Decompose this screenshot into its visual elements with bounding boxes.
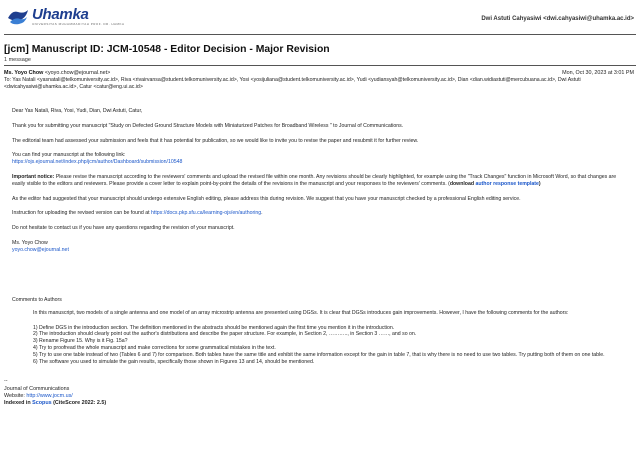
manuscript-link[interactable]: https://ojs.ejournal.net/index.php/jcm/author/Dashboard/submission/10548 bbox=[12, 159, 183, 166]
response-template-link[interactable]: author response template bbox=[475, 180, 539, 187]
footer-separator: -- bbox=[4, 378, 8, 384]
footer-indexed bbox=[4, 400, 106, 407]
signature bbox=[12, 240, 620, 254]
download-label: download bbox=[449, 180, 475, 187]
message-date: Mon, Oct 30, 2023 at 3:01 PM bbox=[562, 70, 634, 76]
body-paragraph-contact: Do not hesitate to contact us if you have any questions regarding the revision of your manuscript. bbox=[12, 225, 235, 232]
important-notice bbox=[12, 174, 620, 188]
instruction-link[interactable]: https://docs.pkp.sfu.ca/learning-ojs/en/authoring bbox=[151, 210, 262, 217]
uhamka-logo[interactable] bbox=[6, 8, 125, 26]
comment-item: 1) Define DGS in the introduction section. The definition mentioned in the abstracts should be mentioned again the first time you mention it in the introduction. bbox=[33, 324, 395, 331]
sender-name: Ms. Yoyo Chow bbox=[4, 70, 44, 76]
notice-label: Important notice: bbox=[12, 173, 55, 180]
footer-website bbox=[4, 393, 106, 400]
indexed-label: Indexed in bbox=[4, 400, 33, 406]
comments-list bbox=[33, 325, 613, 366]
message-body bbox=[12, 108, 620, 262]
instruction-text: Instruction for uploading the revised version can be found at bbox=[12, 210, 151, 217]
signature-name: Ms. Yoyo Chow bbox=[12, 239, 48, 246]
website-link[interactable]: http://www.jocm.us/ bbox=[26, 393, 73, 399]
header-divider bbox=[4, 34, 636, 35]
logo-name: Uhamka bbox=[32, 6, 89, 23]
logo-tagline: UNIVERSITAS MUHAMMADIYAH PROF. DR. HAMKA bbox=[32, 22, 125, 26]
message-recipients: To: Yas Natali <yasnatali@telkomuniversity.ac.id>, Riva <rivairvansa@student.telkomuniversity.ac.id>, Yosi <yosijuliana@student.telkomuniversity.ac.id>, Yudi <yudiansyah@telkomuniversity.ac.id>, Dian <dian.widiastuti@mercubuana.ac.id>, Dwi Astuti <dwicahyasiwi@uhamka.ac.id>, Catur <catur@eng.ui.ac.id> bbox=[4, 77, 581, 90]
comments-intro: In this manuscript, two models of a single antenna and one model of an array microstrip antenna are presented using DGSs. It is clear that DGSs introduces gain improvements. However, I have the following comments for the authors: bbox=[33, 309, 569, 316]
journal-footer bbox=[4, 378, 106, 407]
body-paragraph-english: As the editor had suggested that your manuscript should undergo extensive English editing, please address this during revision. We suggest that you have your manuscript checked by a professional English editing service. bbox=[12, 195, 521, 202]
notice-end: ) bbox=[538, 180, 541, 187]
scopus-link[interactable]: Scopus bbox=[32, 400, 52, 406]
instruction-end: . bbox=[261, 210, 263, 217]
manuscript-access bbox=[12, 152, 620, 166]
account-email: Dwi Astuti Cahyasiwi <dwi.cahyasiwi@uhamka.ac.id> bbox=[481, 16, 634, 22]
access-label: You can find your manuscript at the following link: bbox=[12, 152, 126, 159]
reviewer-comments bbox=[12, 297, 617, 365]
footer-journal-name: Journal of Communications bbox=[4, 386, 70, 392]
subject-divider bbox=[4, 65, 636, 66]
upload-instructions bbox=[12, 210, 620, 217]
signature-email-link[interactable]: yoyo.chow@ejournal.net bbox=[12, 246, 69, 253]
comment-item: 5) Try to use one table instead of two (Tables 6 and 7) for comparison. Both tables have the same title and exhibit the same information except for the gain in table 7, that is why there is no need to use two tables. Try putting both of them on one table. bbox=[33, 351, 605, 358]
body-paragraph-assessment: The editorial team had assessed your submission and feels that it has potential for publication, so we would like to invite you to revise the paper and resubmit it for further review. bbox=[12, 137, 419, 144]
comment-item: 2) The introduction should clearly point out the author's distributions and describe the paper structure. For example, in Section 2, ……….., in Section 3 ……, and so on. bbox=[33, 331, 417, 338]
website-label: Website: bbox=[4, 393, 27, 399]
comment-item: 3) Rename Figure 15. Why is it Fig. 15a? bbox=[33, 338, 128, 345]
message-sender bbox=[4, 70, 110, 76]
message-count: 1 message bbox=[4, 57, 31, 63]
comments-title: Comments to Authors bbox=[12, 297, 62, 303]
uhamka-emblem-icon bbox=[6, 8, 30, 26]
sender-email: <yoyo.chow@ejournal.net> bbox=[44, 70, 111, 76]
notice-text: Please revise the manuscript according to the reviewers' comments and upload the revised file within one month. Any revisions should be clearly highlighted, for example using the "Track Changes" function in Microsoft Word, so that changes are easily visible to the editors and reviewers. Please provide a cover letter to explain point-by-point the details of the revisions in the manuscript and your responses to the reviewers' comments. ( bbox=[12, 173, 617, 187]
comment-item: 4) Try to proofread the whole manuscript and make corrections for some grammatical mistakes in the text. bbox=[33, 344, 276, 351]
body-paragraph-thanks: Thank you for submitting your manuscript "Study on Defected Ground Stracture Models with Miniaturized Patches for Broadband Wireless " to Journal of Communications. bbox=[12, 122, 404, 129]
comment-item: 6) The software you used to simulate the gain results, specifically those shown in Figures 13 and 14, should be mentioned. bbox=[33, 358, 315, 365]
greeting: Dear Yas Natali, Riva, Yosi, Yudi, Dian, Dwi Astuti, Catur, bbox=[12, 108, 143, 114]
thread-subject: [jcm] Manuscript ID: JCM-10548 - Editor Decision - Major Revision bbox=[4, 44, 330, 55]
citescore-text: (CiteScore 2022: 2.5) bbox=[51, 400, 107, 406]
